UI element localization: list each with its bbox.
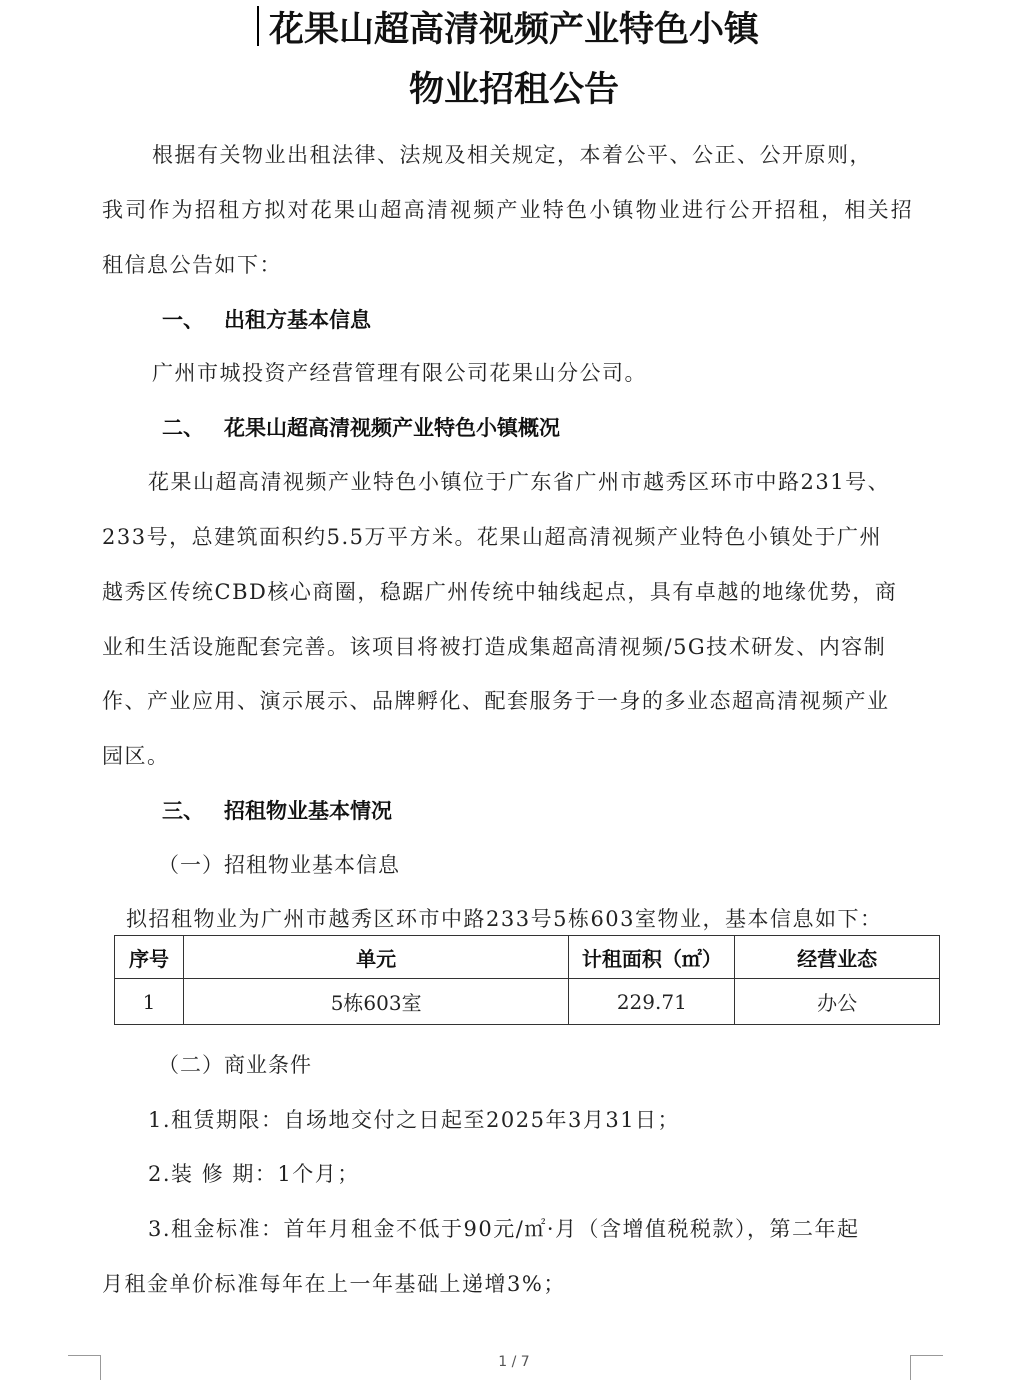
subsection-2-title: 商业条件 <box>224 1053 312 1077</box>
intro-line-2: 我司作为招租方拟对花果山超高清视频产业特色小镇物业进行公开招租，相关招 <box>102 198 914 222</box>
subsection-2-number: （二） <box>158 1053 224 1077</box>
table-header-row <box>115 936 940 979</box>
subsection-1-body: 拟招租物业为广州市越秀区环市中路233号5栋603室物业，基本信息如下： <box>126 907 883 931</box>
header-unit: 单元 <box>183 936 568 979</box>
cell-area: 229.71 <box>569 979 735 1025</box>
cell-business-type: 办公 <box>735 979 940 1025</box>
page-number: 1 / 7 <box>498 1354 530 1370</box>
section-2-line-2: 233号，总建筑面积约5.5万平方米。花果山超高清视频产业特色小镇处于广州 <box>102 525 882 549</box>
section-2-line-5: 作、产业应用、演示展示、品牌孵化、配套服务于一身的多业态超高清视频产业 <box>102 689 890 713</box>
table-row <box>115 979 940 1025</box>
section-2-line-4: 业和生活设施配套完善。该项目将被打造成集超高清视频/5G技术研发、内容制 <box>102 635 887 659</box>
title-line-1: 花果山超高清视频产业特色小镇 <box>268 10 759 50</box>
section-3-title: 招租物业基本情况 <box>224 799 392 823</box>
section-1-number: 一、 <box>162 308 204 332</box>
section-3-number: 三、 <box>162 799 204 823</box>
section-2-line-6: 园区。 <box>102 744 170 768</box>
section-2-number: 二、 <box>162 416 204 440</box>
intro-line-3: 租信息公告如下： <box>102 253 282 277</box>
section-2-title: 花果山超高清视频产业特色小镇概况 <box>224 416 560 440</box>
property-table <box>114 935 940 1025</box>
term-rent-standard: 3.租金标准：首年月租金不低于90元/㎡·月（含增值税税款），第二年起 <box>148 1217 860 1241</box>
section-1-title: 出租方基本信息 <box>224 308 371 332</box>
term-rent-standard-cont: 月租金单价标准每年在上一年基础上递增3%； <box>102 1272 566 1296</box>
header-area: 计租面积（㎡） <box>569 936 735 979</box>
cell-unit: 5栋603室 <box>183 979 568 1025</box>
header-index: 序号 <box>115 936 184 979</box>
term-renovation-period: 2.装 修 期：1个月； <box>148 1162 360 1186</box>
term-lease-period: 1.租赁期限：自场地交付之日起至2025年3月31日； <box>148 1108 681 1132</box>
section-1-body: 广州市城投资产经营管理有限公司花果山分公司。 <box>152 361 647 385</box>
subsection-1-title: 招租物业基本信息 <box>224 853 400 877</box>
section-2-line-3: 越秀区传统CBD核心商圈，稳踞广州传统中轴线起点，具有卓越的地缘优势，商 <box>102 580 898 604</box>
subsection-1-number: （一） <box>158 853 224 877</box>
cell-index: 1 <box>115 979 184 1025</box>
intro-line-1: 根据有关物业出租法律、法规及相关规定，本着公平、公正、公开原则， <box>152 143 872 167</box>
subsection-2-heading <box>158 1049 312 1079</box>
section-2-line-1: 花果山超高清视频产业特色小镇位于广东省广州市越秀区环市中路231号、 <box>148 470 891 494</box>
subsection-1-heading <box>158 849 400 879</box>
title-line-2: 物业招租公告 <box>408 70 619 110</box>
header-business-type: 经营业态 <box>735 936 940 979</box>
